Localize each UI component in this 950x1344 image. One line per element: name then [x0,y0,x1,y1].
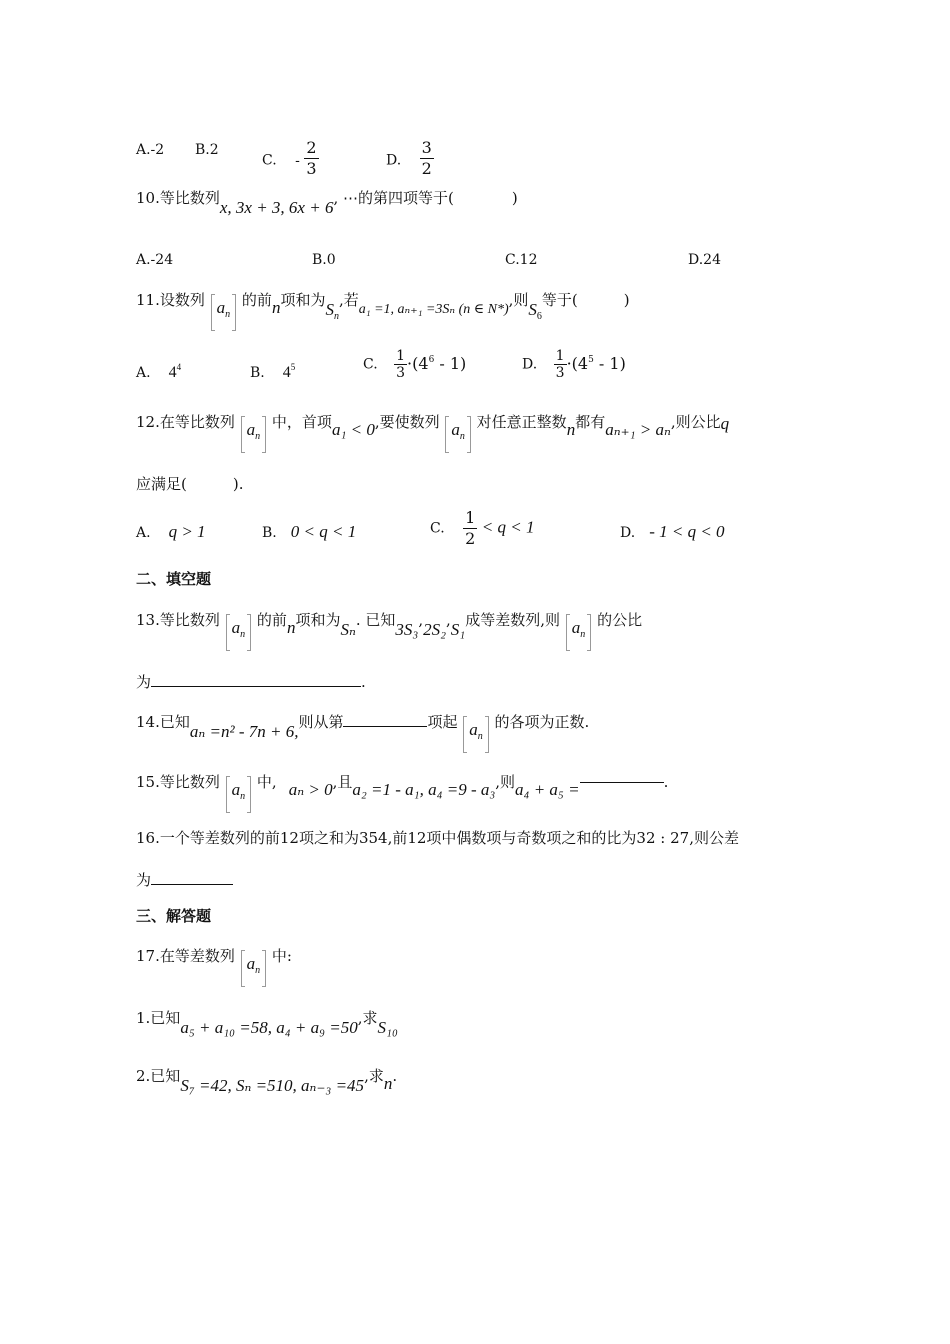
fraction [420,138,434,179]
q12-option-c: C. $\frac{1}{2}$ < q < 1 [430,508,535,548]
sequence-braces: $a_n$ [463,720,489,747]
q10-option-c: C.12 [505,252,538,268]
sequence-braces: $a_n$ [445,420,471,447]
q11-text: 的前 [241,291,272,309]
q10-option-d: D.24 [688,252,721,268]
q10-option-b: B.0 [312,252,336,268]
q11-option-b: B. $4^5$ [250,362,296,381]
answer-blank[interactable] [580,768,664,783]
answer-blank[interactable] [151,672,361,687]
fraction-numerator: 3 [421,138,432,157]
q10-close: ) [511,189,518,207]
question-11: 11.设数列 $a_n$ 的前n项和为$S_n$,若a₁ =1, aₙ₊₁ =3Sₙ (n ∈ N*),则$S_6$等于( ) [136,290,630,317]
section-heading-solutions: 三、解答题 [136,907,212,925]
q11-option-d: D. $\frac{1}{3}$ $\cdot(4^5 - 1)$ [522,348,626,381]
question-16: 16.一个等差数列的前12项之和为354,前12项中偶数项与奇数项之和的比为32 : 27,则公差 [136,829,739,847]
q11-prefix: 11.设数列 [136,291,205,309]
q11-option-a: A. $4^4$ [136,362,182,381]
option-label: D. [386,152,402,169]
q11-option-c: C. $\frac{1}{3}$ $\cdot(4^6 - 1)$ [363,348,467,381]
sequence-braces: $a_n$ [211,298,237,325]
question-12: 12.在等比数列 $a_n$ 中，首项a₁ < 0,要使数列 $a_n$ 对任意正整数n都有aₙ₊₁ > aₙ,则公比q [136,412,729,439]
q10-prefix: 10.等比数列 [136,189,220,207]
question-15: 15.等比数列 $a_n$ 中, aₙ > 0,且a₂ =1 - a₁, a₄ =9 - a₃,则a₄ + a₅ = . [136,772,668,799]
section-heading-fill-in: 二、填空题 [136,570,212,588]
question-17-part-1: 1.已知a₅ + a₁₀ =58, a₄ + a₉ =50,求S₁₀ [136,1009,398,1037]
q10-expression: x, 3x + 3, 6x + 6 [219,198,334,217]
sequence-braces: $a_n$ [226,618,252,645]
q9-option-a: A.-2 [136,142,165,158]
answer-blank[interactable] [151,870,233,885]
q12-option-a: A. q > 1 [136,522,206,541]
q12-option-b: B. 0 < q < 1 [262,522,357,541]
question-17-part-2: 2.已知S₇ =42, Sₙ =510, aₙ₋₃ =45,求n. [136,1067,398,1095]
question-10 [136,188,518,217]
q9-option-c [262,140,319,181]
question-14: 14.已知aₙ =n² - 7n + 6,则从第 项起 $a_n$ 的各项为正数. [136,712,589,739]
question-12-line2: 应满足( ). [136,475,244,493]
fraction [304,138,318,179]
q12-option-d: D. - 1 < q < 0 [620,522,725,541]
minus-sign: - [295,152,300,169]
fraction-denominator: 3 [306,159,317,178]
q9-option-b: B.2 [195,142,219,158]
option-label: C. [262,152,277,169]
sequence-braces: $a_n$ [241,420,267,447]
answer-blank[interactable] [343,712,427,727]
fraction-denominator: 2 [421,159,432,178]
question-16-line2: 为 [136,870,233,890]
question-13: 13.等比数列 $a_n$ 的前n项和为Sₙ. 已知3S₃,2S₂,S₁成等差数列,则 $a_n$ 的公比 [136,610,642,637]
sequence-braces: $a_n$ [566,618,592,645]
sequence-braces: $a_n$ [226,780,252,807]
fraction-numerator: 2 [306,138,317,157]
q10-suffix: , ⋯的第四项等于( [333,189,454,207]
q11-condition: a₁ =1, aₙ₊₁ =3Sₙ (n ∈ N*) [358,302,509,317]
question-17: 17.在等差数列 $a_n$ 中: [136,946,292,973]
sequence-braces: $a_n$ [241,954,267,981]
question-13-line2: 为 . [136,673,366,691]
q10-option-a: A.-24 [136,252,174,268]
q9-option-d [386,140,434,181]
